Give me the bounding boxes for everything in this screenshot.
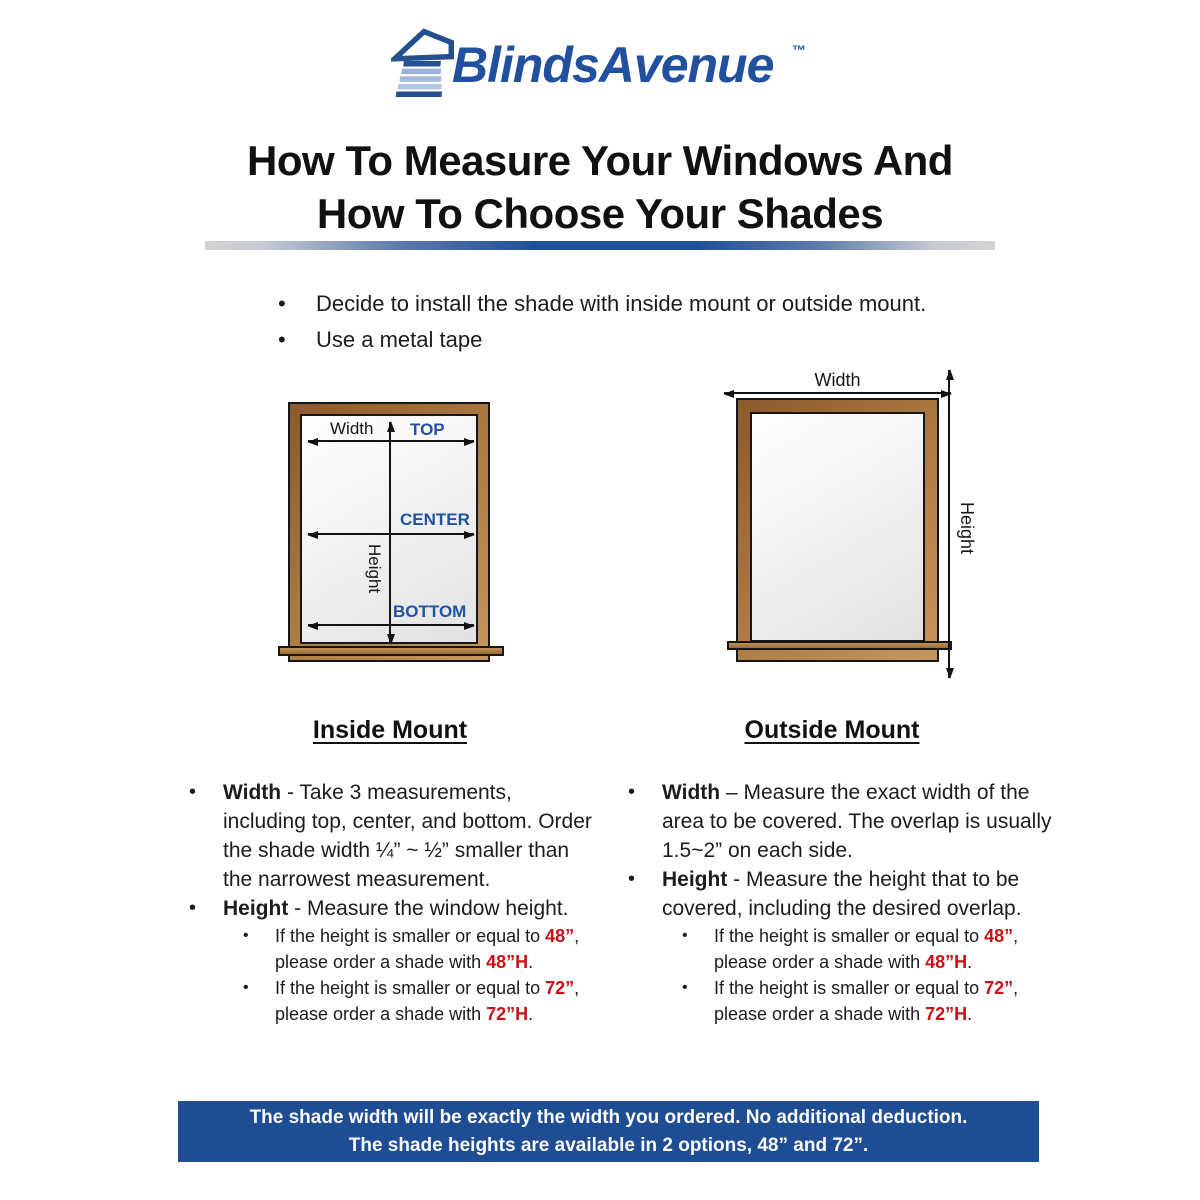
inside-mount-diagram [288,402,490,662]
shade-height-value: 48”H [925,952,968,972]
outside-height-arrow [948,370,950,678]
term-separator: - [288,897,307,920]
sub-text: . [528,1004,534,1024]
sub-text: , please order a shade with [275,978,580,1024]
sub-text: , please order a shade with [714,926,1019,972]
height-label: Height [365,544,384,594]
list-item-height [622,865,1056,923]
item-text: Measure the exact width of the area to be covered. The overlap is usually 1.5~2” on each side. [662,781,1052,862]
sub-item-48 [183,923,615,975]
height-value: 72” [545,978,575,998]
title-line-2: How To Choose Your Shades [316,190,884,237]
height-label: Height [957,502,977,555]
outside-width-arrow [724,392,951,394]
intro-item [278,322,926,358]
outside-mount-heading: Outside Mount [744,716,920,744]
sub-text: , please order a shade with [714,978,1019,1024]
intro-item-text: Decide to install the shade with inside mount or outside mount. [316,291,927,316]
footer-line-2: The shade heights are available in 2 options, 48” and 72”. [348,1135,869,1156]
sub-text: . [967,952,973,972]
width-label: Width [814,370,861,390]
term-label: Height [662,868,728,891]
item-text: Measure the height that to be covered, including the desired overlap. [662,868,1022,920]
inside-mount-instructions [183,778,593,1027]
list-item-width [622,778,1056,865]
term-separator: – [720,781,744,804]
height-options-sublist [183,923,593,1027]
center-label: CENTER [400,510,470,529]
sub-text: If the height is smaller or equal to [275,926,546,946]
height-value: 48” [984,926,1014,946]
window-sill [278,646,504,656]
sub-item-48 [622,923,1054,975]
term-label: Width [662,781,721,804]
sub-text: . [967,1004,973,1024]
shade-height-value: 48”H [486,952,529,972]
sub-text: . [528,952,534,972]
blinds-house-icon [391,25,457,97]
footer-banner [178,1101,1039,1162]
width-label: Width [330,419,374,438]
item-text: Take 3 measurements, including top, center, and bottom. Order the shade width ¼” ~ ½” smaller than the narrowest measurement. [223,781,592,891]
bottom-width-arrow [308,624,474,626]
bottom-label: BOTTOM [393,602,467,621]
term-separator: - [281,781,300,804]
sub-text: If the height is smaller or equal to [714,926,985,946]
height-value: 72” [984,978,1014,998]
window-glass [750,412,925,642]
shade-height-value: 72”H [486,1004,529,1024]
sub-text: If the height is smaller or equal to [275,978,546,998]
height-value: 48” [545,926,575,946]
outside-mount-diagram [736,370,977,662]
intro-list [278,286,926,358]
outside-mount-instructions [622,778,1056,1027]
brand-name: BlindsAvenue [452,37,774,93]
item-text: Measure the window height. [307,897,569,920]
intro-item-text: Use a metal tape [316,327,483,352]
sub-item-72 [622,975,1054,1027]
window-sill [727,641,952,650]
height-arrow [389,422,391,644]
center-width-arrow [308,533,474,535]
list-item-width [183,778,593,894]
inside-mount-heading: Inside Mount [312,716,468,744]
sub-text: , please order a shade with [275,926,580,972]
intro-item [278,286,926,322]
shade-height-value: 72”H [925,1004,968,1024]
page-title [0,134,1200,240]
top-width-arrow [308,440,474,442]
list-item-height [183,894,593,923]
trademark-symbol: ™ [792,42,806,58]
term-label: Height [223,897,289,920]
term-label: Width [223,781,282,804]
top-label: TOP [410,420,445,439]
sub-item-72 [183,975,615,1027]
term-separator: - [727,868,746,891]
sub-text: If the height is smaller or equal to [714,978,985,998]
title-line-1: How To Measure Your Windows And [247,137,953,184]
title-divider [205,241,995,250]
height-options-sublist [622,923,1056,1027]
footer-line-1: The shade width will be exactly the width you ordered. No additional deduction. [249,1107,968,1128]
